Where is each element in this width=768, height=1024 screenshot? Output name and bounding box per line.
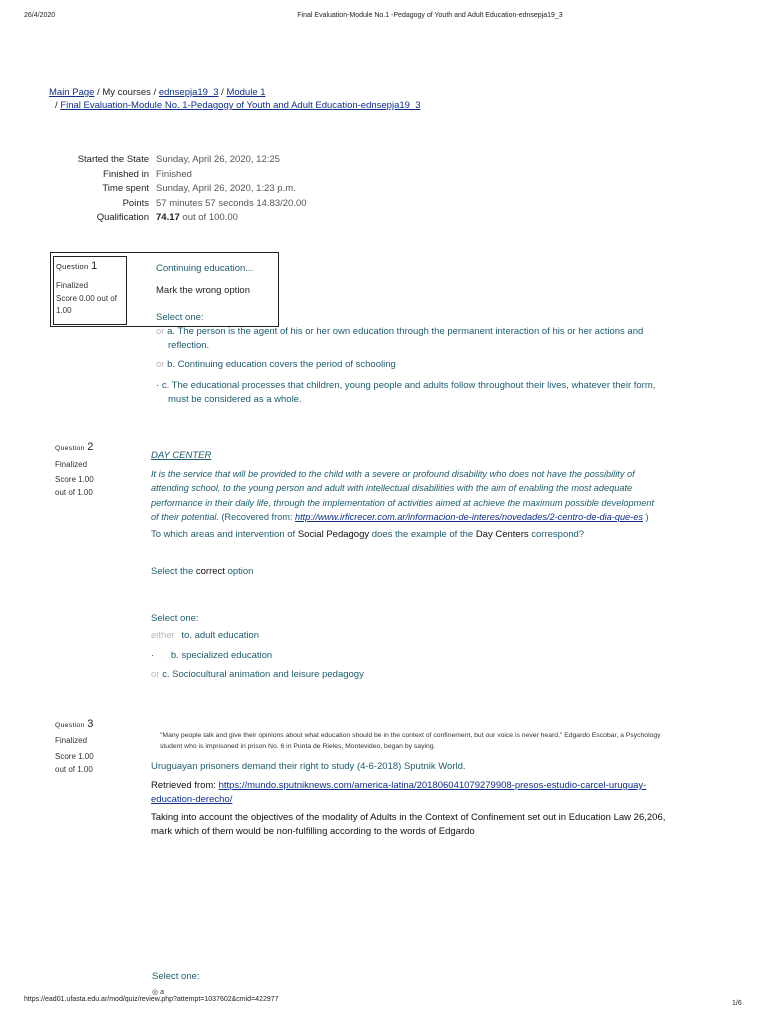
option-text: to. adult education	[181, 630, 260, 641]
article-source: Uruguayan prisoners demand their right to study (4-6-2018) Sputnik World.	[151, 761, 466, 772]
source-link[interactable]: http://www.irficrecer.com.ar/informacion-de-interes/novedades/2-centro-de-dia-que-es	[295, 512, 643, 523]
day-center-description	[151, 467, 731, 525]
question-score	[55, 474, 94, 499]
article-link-cont[interactable]: education-derecho/	[151, 793, 233, 805]
summary-label: Qualification	[96, 212, 149, 224]
summary-label: Points	[122, 197, 149, 209]
quote-line: "Many people talk and give their opinions about what education should be in the context of confinement, but our voice is never heard," Edgardo Escobar, a Psychology	[160, 732, 661, 739]
print-url: https://ead01.ufasta.edu.ar/mod/quiz/review.php?attempt=1037602&cmid=422977	[24, 996, 279, 1003]
option-text: b. specialized education	[170, 650, 273, 661]
option-text: a. The person is the agent of his or her own education through the permanent interaction of his or her actions and	[167, 326, 644, 337]
quote-line: student who is imprisoned in prison No. 6 in Punta de Rieles, Montevideo, began by saying.	[160, 743, 436, 750]
description-source-prefix: (Recovered from:	[218, 512, 296, 523]
question-1-instruction: Mark the wrong option	[156, 285, 250, 296]
attempt-summary	[63, 153, 307, 226]
question-label: Question	[55, 445, 85, 452]
answer-option[interactable]	[151, 649, 272, 663]
option-marker: ·	[151, 650, 155, 661]
summary-value: Sunday, April 26, 2020, 12:25	[156, 154, 280, 165]
score-line: Score 1.00	[55, 475, 94, 484]
score-line: out of 1.00	[55, 487, 93, 497]
task-line: Taking into account the objectives of the modality of Adults in the Context of Confinement set out in Education Law 26,206,	[151, 812, 666, 823]
question-status: Finalized	[55, 736, 88, 745]
summary-value: Sunday, April 26, 2020, 1:23 p.m.	[156, 183, 296, 195]
question-2-header	[55, 441, 94, 453]
breadcrumb-separator: /	[55, 100, 61, 111]
task-line: mark which of them would be non-fulfilling according to the words of Edgardo	[151, 825, 475, 837]
question-3-header	[55, 718, 94, 730]
question-score: Score 0.00 out of 1.00	[56, 294, 117, 315]
print-title: Final Evaluation-Module No.1 -Pedagogy of Youth and Adult Education-ednsepja19_3	[297, 12, 563, 19]
score-line: Score 1.00	[55, 752, 94, 761]
print-date: 26/4/2020	[24, 12, 56, 19]
answer-option[interactable]	[152, 988, 164, 996]
option-text-cont: must be considered as a whole.	[168, 394, 302, 405]
breadcrumb-main-page-link[interactable]: Main Page	[49, 87, 95, 98]
question-2-prompt	[151, 529, 584, 540]
option-marker: ·	[156, 380, 160, 391]
question-1-prompt: Continuing education...	[156, 263, 254, 274]
prompt-text: does the example of the	[369, 529, 476, 540]
summary-value: Finished	[156, 168, 192, 180]
summary-label: Finished in	[103, 168, 149, 180]
option-text-cont: reflection.	[168, 340, 210, 351]
answer-option[interactable]	[156, 325, 716, 353]
prompt-text: To which areas and intervention of	[151, 529, 298, 540]
breadcrumb	[49, 86, 421, 112]
breadcrumb-course-link[interactable]: ednsepja19_3	[158, 87, 219, 98]
article-link[interactable]: https://mundo.sputniknews.com/america-latina/201806041079279908-presos-estudio-carcel-uruguay-	[218, 780, 647, 791]
day-center-heading: DAY CENTER	[151, 450, 212, 461]
retrieved-from	[151, 779, 711, 806]
select-one-label: Select one:	[151, 613, 199, 624]
breadcrumb-separator: /	[218, 87, 227, 98]
question-number: 2	[87, 441, 94, 453]
option-marker: or	[156, 359, 165, 370]
answer-option[interactable]	[151, 668, 364, 682]
option-text: c. Sociocultural animation and leisure pedagogy	[162, 669, 364, 680]
description-line: of their potential.	[151, 512, 219, 523]
question-status: Finalized	[55, 460, 88, 469]
print-page-number: 1/6	[732, 1000, 742, 1007]
question-label: Question	[55, 722, 85, 729]
description-source-suffix: )	[642, 512, 649, 523]
breadcrumb-separator: / My courses /	[94, 87, 159, 98]
description-line: attending school, to the young person and adult with intellectual disabilities with the aim of enabling the most adequate	[151, 483, 633, 494]
option-marker: or	[156, 326, 165, 337]
option-marker: or	[151, 669, 160, 680]
qualification-score: 74.17	[156, 212, 180, 224]
description-line: It is the service that will be provided to the child with a severe or profound disability who does not have the possibility of	[151, 469, 635, 479]
question-3-task	[151, 811, 731, 838]
prompt-text: correspond?	[528, 529, 585, 540]
qualification-total: out of 100.00	[179, 212, 238, 224]
question-2-instruction	[151, 566, 253, 577]
prompt-emphasis: Day Centers	[475, 529, 529, 540]
option-marker: either	[151, 630, 175, 641]
question-label: Question	[56, 262, 89, 271]
summary-value: 57 minutes 57 seconds 14.83/20.00	[156, 197, 307, 209]
select-one-label: Select one:	[156, 312, 204, 323]
option-text: c. The educational processes that children, young people and adults follow throughout their lives, whatever their form,	[161, 380, 656, 391]
edgardo-quote	[160, 730, 720, 752]
option-text: b. Continuing education covers the period of schooling	[167, 359, 396, 370]
question-number: 1	[91, 260, 98, 272]
description-line: performance in their daily life, through the implementation of activities aimed at achieve the maximum possible development	[151, 497, 655, 508]
question-1-header	[56, 260, 97, 272]
instruction-text: Select the	[151, 566, 196, 577]
instruction-emphasis: correct	[195, 566, 225, 577]
question-score	[55, 751, 94, 776]
breadcrumb-quiz-link[interactable]: Final Evaluation-Module No. 1-Pedagogy of Youth and Adult Education-ednsepja19_3	[60, 100, 421, 111]
question-status: Finalized	[56, 281, 89, 290]
radio-icon: ◎	[152, 989, 159, 996]
answer-option[interactable]	[156, 358, 716, 372]
summary-label: Time spent	[102, 183, 149, 195]
retrieved-label: Retrieved from:	[151, 780, 219, 791]
select-one-label: Select one:	[152, 971, 200, 982]
option-text: a	[160, 989, 164, 996]
instruction-text: option	[224, 566, 254, 577]
answer-option[interactable]	[156, 379, 716, 407]
answer-option[interactable]	[151, 629, 259, 643]
score-line: out of 1.00	[55, 764, 93, 774]
prompt-emphasis: Social Pedagogy	[297, 529, 370, 540]
summary-label: Started the State	[77, 154, 149, 165]
question-number: 3	[87, 718, 94, 730]
breadcrumb-module-link[interactable]: Module 1	[226, 87, 266, 98]
